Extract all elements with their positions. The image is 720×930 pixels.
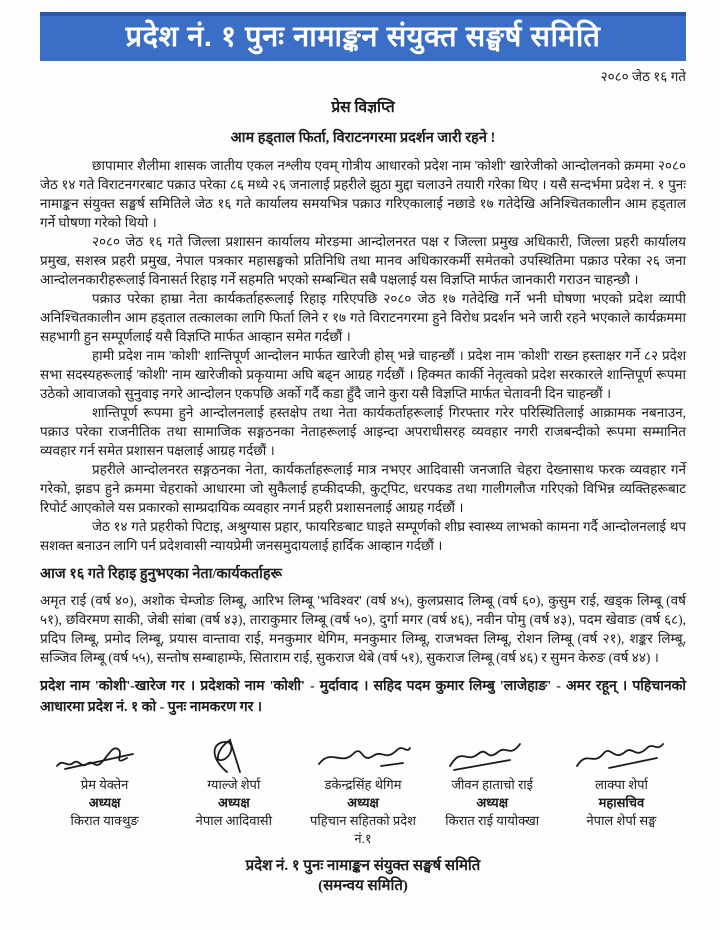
- body-paragraph: प्रहरीले आन्दोलनरत सङ्गठनका नेता, कार्यकर्ताहरूलाई मात्र नभएर आदिवासी जनजाति चेहरा देख्नासाथ फरक व्यवहार गर्ने गरेको, झडप हुने क्रममा चेहराको आधारमा जो सुकैलाई हप्कीदप्की, कुट्पिट, धरपकड तथा गालीगलौज गरिएको विभिन्न व्यक्तिहरूबाट रिपोर्ट आएकोले यस प्रकारको साम्प्रदायिक व्यवहार नगर्न प्रहरी प्रशासनलाई आग्रह गर्दछौं ।: [40, 462, 686, 515]
- signatory-block: [169, 732, 298, 848]
- signatory-org: पहिचान सहितको प्रदेश नं.१: [310, 813, 416, 846]
- org-title: प्रदेश नं. १ पुनः नामाङ्कन संयुक्त सङ्घर्ष समिति: [125, 21, 601, 53]
- signatory-block: [298, 732, 427, 848]
- signatory-role: अध्यक्ष: [217, 795, 250, 810]
- signatory-role: अध्यक्ष: [88, 795, 121, 810]
- signatory-role: महासचिव: [598, 795, 645, 810]
- signatory-block: [428, 732, 557, 848]
- signatory-org: किरात याक्थुङ: [70, 813, 139, 828]
- signatory-block: [40, 732, 169, 848]
- signature-image: [430, 732, 555, 776]
- signatory-name: प्रेम येक्तेन: [80, 777, 129, 792]
- footer-block: [40, 856, 686, 896]
- org-title-banner: [40, 12, 686, 61]
- body-paragraph: हामी प्रदेश नाम 'कोशी' शान्तिपूर्ण आन्दोलन मार्फत खारेजी होस् भन्ने चाहन्छौं । प्रदेश नाम 'कोशी' राख्न हस्ताक्षर गर्ने ८२ प्रदेश सभा सदस्यहरूलाई 'कोशी' नाम खारेजीको प्रकृयामा अघि बढ्न आग्रह गर्दछौं । हिक्मत कार्की नेतृत्वको प्रदेश सरकारले शान्तिपूर्ण रूपमा उठेको आवाजको सुनुवाइ नगरे आन्दोलन एकपछि अर्को गर्दै कडा हुँदै जाने कुरा यसै विज्ञप्ति मार्फत चेतावनी दिन चाहन्छौं ।: [40, 348, 686, 401]
- signature-image: [300, 732, 425, 776]
- signatory-name: डकेन्द्रसिंह थेगिम: [324, 777, 402, 792]
- signatory-org: किरात राई यायोक्खा: [445, 813, 540, 828]
- headline: आम हड्ताल फिर्ता, विराटनगरमा प्रदर्शन जारी रहने !: [230, 130, 496, 146]
- body-paragraphs: [40, 156, 686, 555]
- body-paragraph: छापामार शैलीमा शासक जातीय एकल नश्लीय एवम् गोत्रीय आधारको प्रदेश नाम 'कोशी' खारेजीको आन्दोलनको क्रममा २०८० जेठ १४ गते विराटनगरबाट पक्राउ परेका ८६ मध्ये २६ जनालाई प्रहरीले झुठा मुद्दा चलाउने तयारी गरेका थिए । यसै सन्दर्भमा प्रदेश नं. १ पुनः नामाङ्कन संयुक्त सङ्घर्ष समितिले जेठ १६ गते कार्यालय समयभित्र पक्राउ गरिएकालाई नछाडे १७ गतेदेखि अनिश्चितकालीन आम हड्ताल गर्ने घोषणा गरेको थियो ।: [40, 158, 686, 230]
- doc-type-title: प्रेस विज्ञप्ति: [331, 99, 395, 116]
- footer-subtitle: (समन्वय समिति): [318, 878, 408, 894]
- signatory-name: लाक्पा शेर्पा: [594, 777, 648, 792]
- body-paragraph: शान्तिपूर्ण रूपमा हुने आन्दोलनलाई हस्तक्षेप तथा नेता कार्यकर्ताहरूलाई गिरफ्तार गरेर परिस्थितिलाई आक्रामक नबनाउन, पक्राउ परेका राजनीतिक तथा सामाजिक सङ्गठनका नेताहरूलाई आइन्दा अपराधीसरह व्यवहार नगरी राजबन्दीको रूपमा सम्मानित व्यवहार गर्न समेत प्रशासन पक्षलाई आग्रह गर्दछौं ।: [40, 405, 686, 458]
- signature-image: [559, 732, 684, 776]
- signatory-name: ग्याल्जे शेर्पा: [207, 777, 261, 792]
- signature-image: [171, 732, 296, 776]
- signatory-org: नेपाल शेर्पा सङ्घ: [586, 813, 657, 828]
- signatory-name: जीवन हाताचो राई: [451, 777, 534, 792]
- signature-image: [42, 732, 167, 776]
- signatory-role: अध्यक्ष: [476, 795, 509, 810]
- body-paragraph: पक्राउ परेका हाम्रा नेता कार्यकर्ताहरूलाई रिहाइ गरिएपछि २०८० जेठ १७ गतेदेखि गर्ने भनी घोषणा भएको प्रदेश व्यापी अनिश्चितकालीन आम हड्ताल तत्कालका लागि फिर्ता लिने र १७ गते विराटनगरमा हुने विरोध प्रदर्शन भने जारी रहने भएकाले कार्यक्रममा सहभागी हुन सम्पूर्णलाई यसै विज्ञप्ति मार्फत आव्हान समेत गर्दछौं ।: [40, 291, 686, 344]
- body-paragraph: २०८० जेठ १६ गते जिल्ला प्रशासन कार्यालय मोरङमा आन्दोलनरत पक्ष र जिल्ला प्रमुख अधिकारी, जिल्ला प्रहरी कार्यालय प्रमुख, सशस्त्र प्रहरी प्रमुख, नेपाल पत्रकार महासङ्घको प्रतिनिधि तथा मानव अधिकारकर्मी समेतको उपस्थितिमा पक्राउ परेका २६ जना आन्दोलनकारीहरूलाई विनासर्त रिहाइ गर्ने सहमति भएको सम्बन्धित सबै पक्षलाई यस विज्ञप्ति मार्फत जानकारी गराउन चाहन्छौ ।: [40, 234, 686, 287]
- body-paragraph: जेठ १४ गते प्रहरीको पिटाइ, अश्रुग्यास प्रहार, फायरिङबाट घाइते सम्पूर्णको शीघ्र स्वास्थ्य लाभको कामना गर्दै आन्दोलनलाई थप सशक्त बनाउन लागि पर्न प्रदेशवासी न्यायप्रेमी जनसमुदायलाई हार्दिक आव्हान गर्दछौं ।: [40, 519, 686, 553]
- signature-row: [40, 732, 686, 848]
- footer-org: प्रदेश नं. १ पुनः नामाङ्कन संयुक्त सङ्घर्ष समिति: [245, 858, 481, 874]
- released-names-list: अमृत राई (वर्ष ४०), अशोक चेम्जोङ लिम्बू, आरिभ लिम्बू 'भविश्वर' (वर्ष ४५), कुलप्रसाद लिम्बू (वर्ष ६०), कुसुम राई, खड्क लिम्बू (वर्ष ५१), छविरमण साकी, जेबी सांबा (वर्ष ४३), ताराकुमार लिम्बू (वर्ष ५०), दुर्गा मगर (वर्ष ४६), नवीन पोमु (वर्ष ४३), पदम खेवाङ (वर्ष ६८), प्रदिप लिम्बू, प्रमोद लिम्बू, प्रयास वान्तावा राई, मनकुमार थेगिम, मनकुमार लिम्बू, राजभक्त लिम्बू, रोशन लिम्बू (वर्ष २१), शङ्कर लिम्बू, सञ्जिव लिम्बू (वर्ष ५५), सन्तोष सम्बाहाम्फे, सिताराम राई, सुकराज थेबे (वर्ष ५१), सुकराज लिम्बू (वर्ष ४६) र सुमन केरुङ (वर्ष ४४) ।: [40, 593, 686, 665]
- signatory-block: [557, 732, 686, 848]
- signatory-role: अध्यक्ष: [347, 795, 379, 810]
- slogan-lines: प्रदेश नाम 'कोशी'-खारेज गर । प्रदेशको नाम 'कोशी' - मुर्दावाद । सहिद पदम कुमार लिम्बु 'लाजेहाङ' - अमर रहून् । पहिचानको आधारमा प्रदेश नं. १ को - पुनः नामकरण गर ।: [40, 679, 686, 715]
- released-heading: आज १६ गते रिहाइ हुनुभएका नेता/कार्यकर्ताहरू: [40, 566, 282, 582]
- date-line: २०८० जेठ १६ गते: [600, 69, 686, 84]
- signatory-org: नेपाल आदिवासी: [195, 813, 272, 828]
